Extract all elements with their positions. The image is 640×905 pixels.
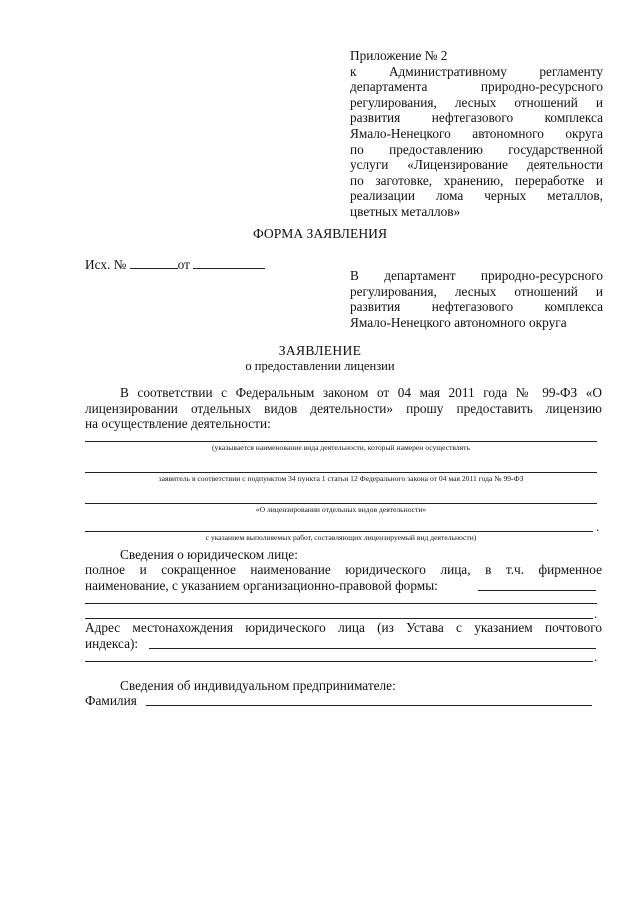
legal-entity-name-field[interactable] [478, 590, 596, 591]
outgoing-reference [85, 256, 265, 273]
surname-field[interactable] [146, 705, 592, 706]
activity-field-3[interactable] [85, 502, 597, 504]
recipient-line: Ямало-Ненецкого автономного округа [350, 314, 567, 330]
legal-entity-name-field-2[interactable] [85, 603, 597, 604]
statement-title: ЗАЯВЛЕНИЕ [278, 343, 362, 358]
appendix-line: цветных металлов» [350, 203, 461, 219]
activity-field-2[interactable] [85, 471, 597, 473]
legal-entity-heading: Сведения о юридическом лице: [120, 547, 298, 562]
outgoing-date-field[interactable] [193, 256, 265, 269]
caption-activity-1: (указывается наименование вида деятельности, который намерен осуществлять [212, 443, 470, 452]
entrepreneur-heading: Сведения об индивидуальном предпринимателе: [120, 678, 396, 693]
activity-field-4[interactable] [85, 530, 593, 532]
appendix-line: развития нефтегазового комплекса [350, 110, 603, 126]
recipient-block [350, 268, 603, 330]
recipient-line: В департамент природно-ресурсного [350, 268, 603, 283]
period-mark: . [596, 519, 600, 534]
address-field-2[interactable] [85, 661, 593, 662]
statement-subtitle: о предоставлении лицензии [245, 359, 395, 373]
address-line-2: индекса): [85, 636, 139, 651]
caption-activity-2: заявитель в соответствии с подпунктом 34 пункта 1 статьи 12 Федерального закона от 04 мая 2011 года № 99-ФЗ [158, 474, 524, 483]
legal-entity-name-field-3[interactable] [85, 618, 593, 619]
form-title: ФОРМА ЗАЯВЛЕНИЯ [252, 226, 388, 241]
appendix-line: услуги «Лицензирование деятельности [350, 157, 603, 173]
appendix-line: регулирования, лесных отношений и [350, 94, 603, 110]
appendix-line: Ямало-Ненецкого автономного округа [350, 125, 603, 141]
intro-line: на осуществление деятельности: [85, 416, 271, 432]
outgoing-number-field[interactable] [130, 256, 178, 269]
address-line-1: Адрес местонахождения юридического лица (из Устава с указанием почтового [85, 620, 602, 635]
period-mark: . [594, 606, 598, 621]
legal-entity-name-line-1: полное и сокращенное наименование юридического лица, в т.ч. фирменное [85, 562, 602, 577]
appendix-line: реализации лома черных металлов, [350, 188, 603, 204]
appendix-line: по заготовке, хранению, переработке и [350, 172, 603, 188]
period-mark: . [594, 649, 598, 664]
legal-entity-name-line-2: наименование, с указанием организационно-правовой формы: [85, 578, 438, 593]
activity-field-1[interactable] [85, 440, 597, 442]
recipient-line: развития нефтегазового комплекса [350, 299, 603, 315]
surname-label: Фамилия [85, 693, 137, 708]
address-field[interactable] [149, 648, 596, 649]
caption-activity-3: «О лицензировании отдельных видов деятельности» [255, 505, 427, 514]
intro-line: В соответствии с Федеральным законом от 04 мая 2011 года № 99-ФЗ «О [120, 385, 602, 400]
outgoing-date-label: от [177, 257, 190, 272]
appendix-header [350, 48, 603, 220]
intro-line: лицензировании отдельных видов деятельности» прошу предоставить лицензию [85, 400, 602, 416]
recipient-line: регулирования, лесных отношений и [350, 283, 603, 299]
caption-activity-4: с указанием выполняемых работ, составляющих лицензируемый вид деятельности) [205, 533, 477, 542]
appendix-line: департамента природно-ресурсного [350, 79, 603, 95]
outgoing-number-label: Исх. № [85, 257, 127, 272]
appendix-line: к Административному регламенту [350, 63, 603, 79]
intro-paragraph [85, 385, 602, 432]
appendix-line: Приложение № 2 [350, 48, 448, 63]
appendix-line: по предоставлению государственной [350, 141, 603, 157]
